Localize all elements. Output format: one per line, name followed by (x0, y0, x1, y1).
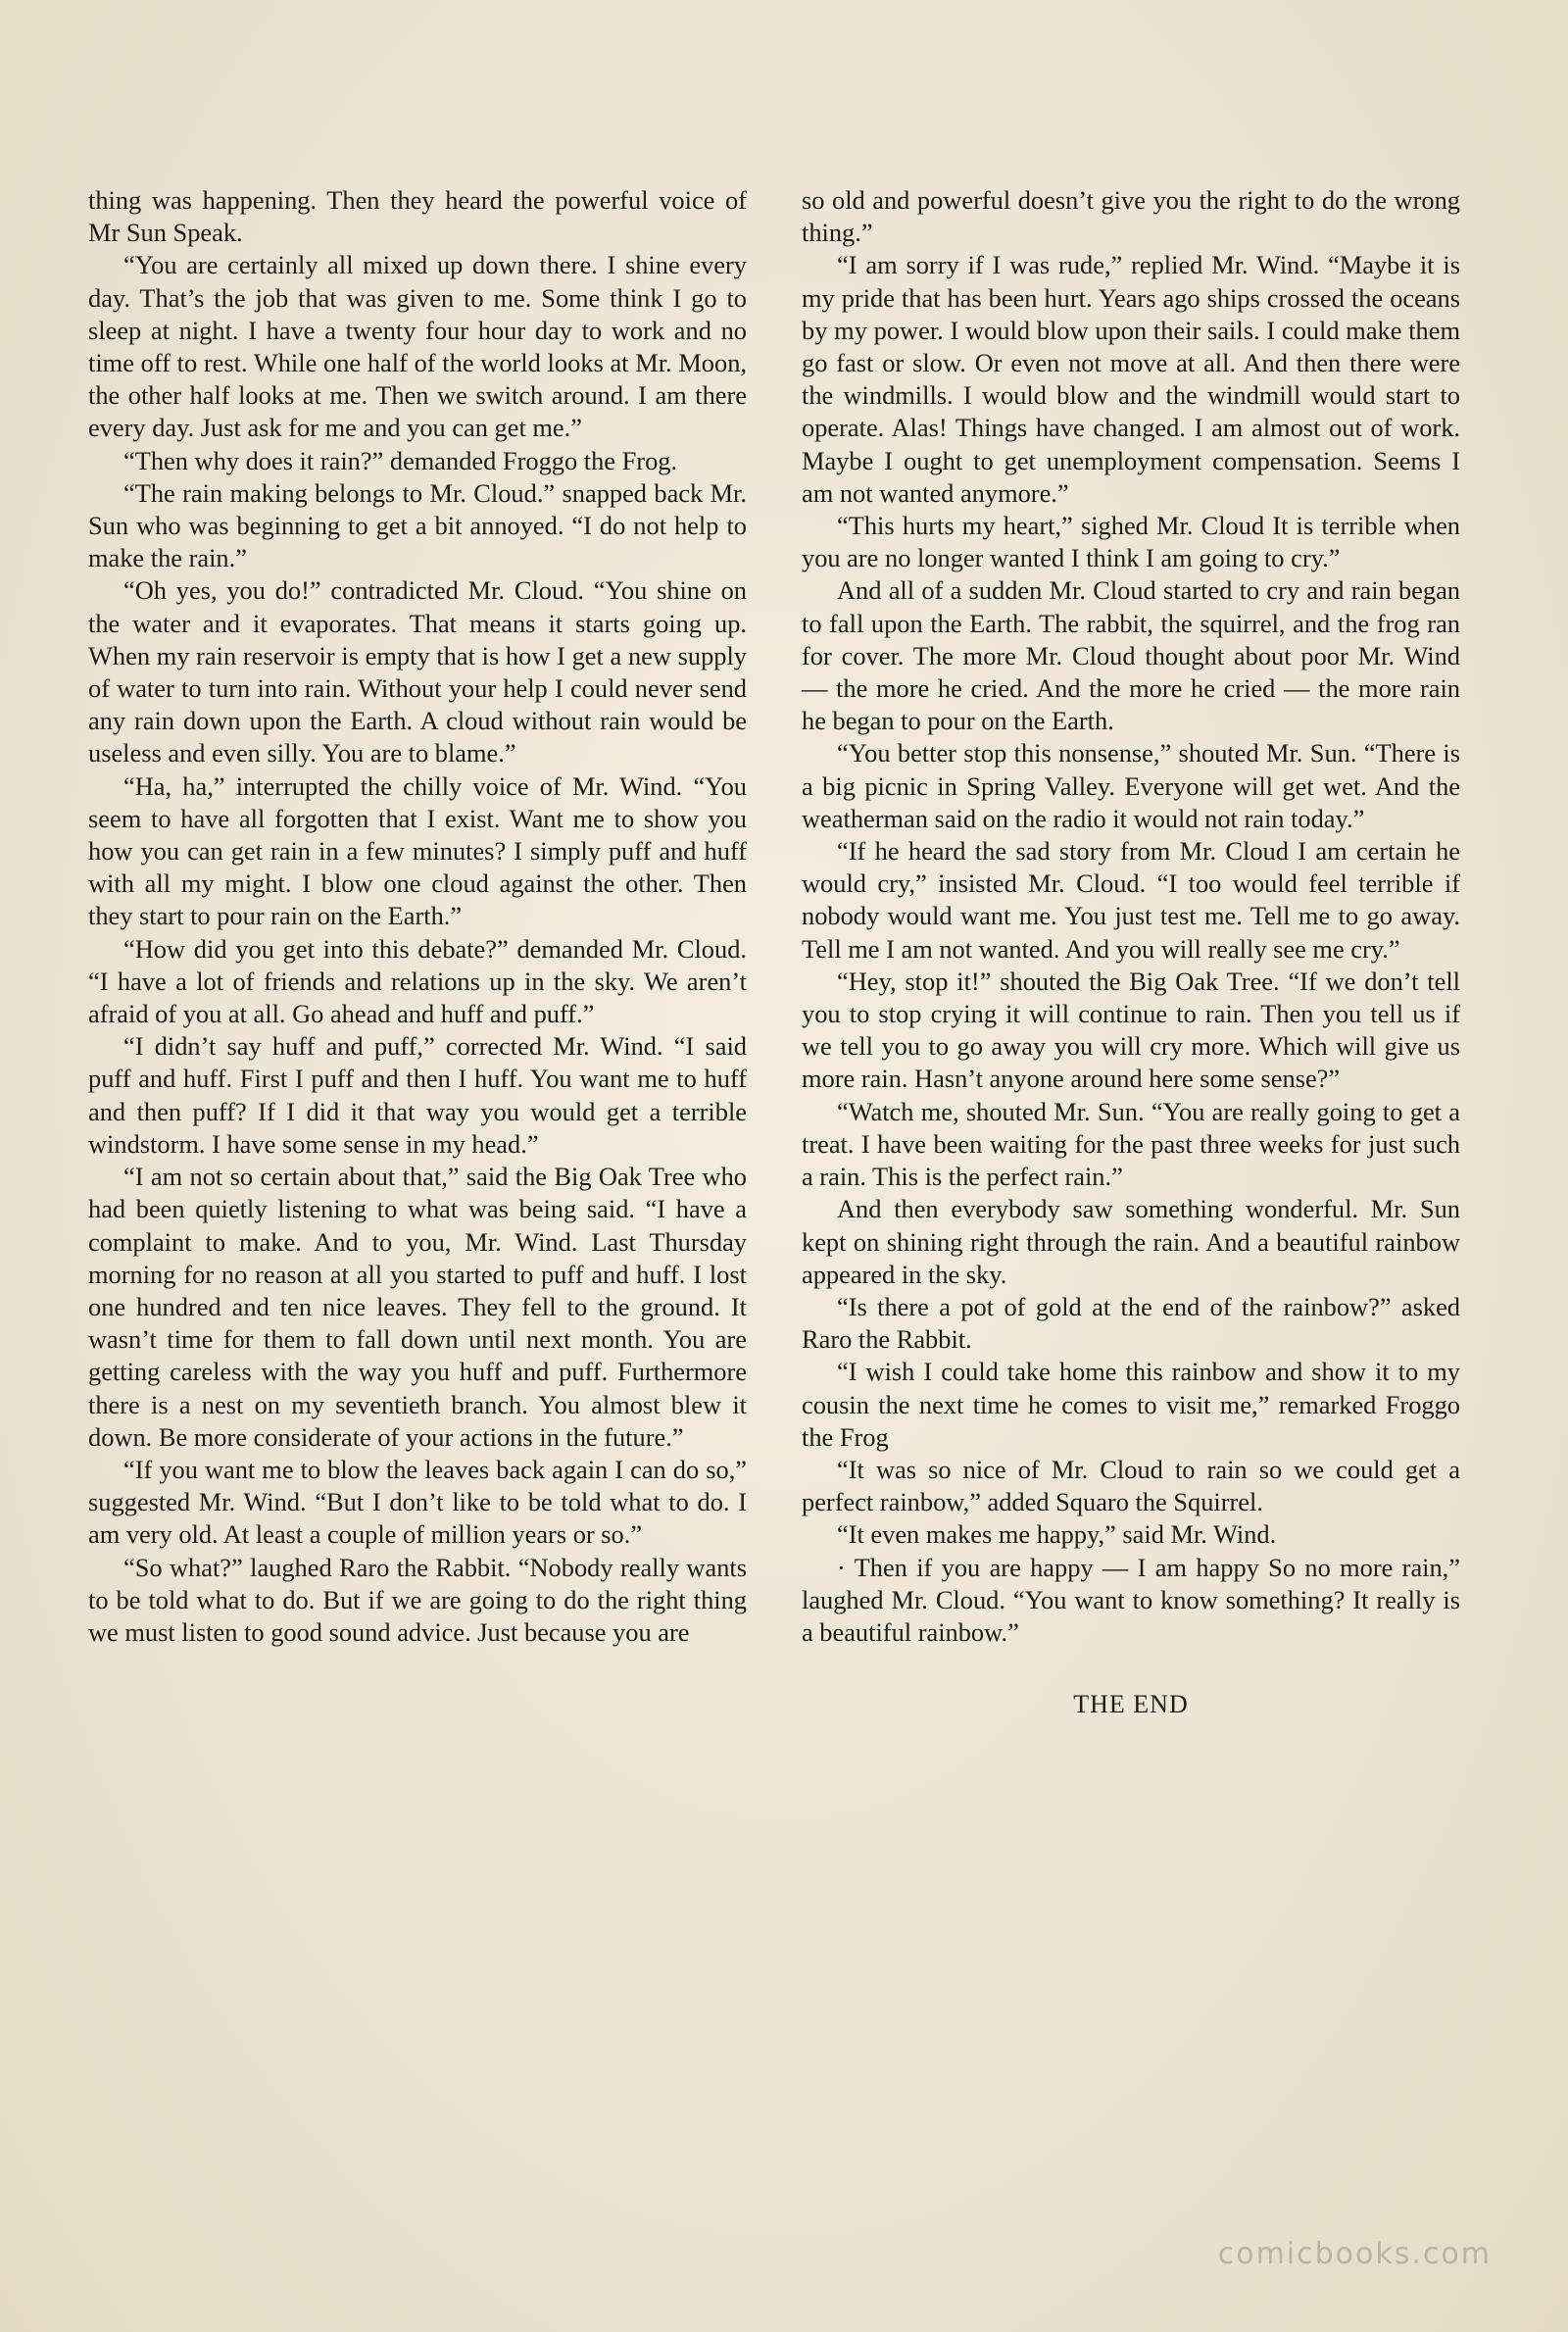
paragraph: “So what?” laughed Raro the Rabbit. “Nobody really wants to be told what to do. But if we are going to do the right thing we must listen to good sound advice. Just because you are (88, 1552, 747, 1647)
paragraph: And all of a sudden Mr. Cloud started to cry and rain began to fall upon the Earth. The rabbit, the squirrel, and the frog ran for cover. The more Mr. Cloud thought about poor Mr. Wind — the more he cried. And the more he cried — the more rain he began to pour on the Earth. (802, 575, 1460, 736)
paragraph: “You better stop this nonsense,” shouted Mr. Sun. “There is a big picnic in Spring Valley. Everyone will get wet. And the weatherman said on the radio it would not rain today.” (802, 738, 1460, 833)
paragraph: And then everybody saw something wonderful. Mr. Sun kept on shining right through the rain. And a beautiful rainbow appeared in the sky. (802, 1194, 1460, 1289)
paragraph: “This hurts my heart,” sighed Mr. Cloud It is terrible when you are no longer wanted I think I am going to cry.” (802, 511, 1460, 573)
paragraph: “I didn’t say huff and puff,” corrected Mr. Wind. “I said puff and huff. First I puff and then I huff. You want me to huff and then puff? If I did it that way you would get a terrible windstorm. I have some sense in my head.” (88, 1031, 747, 1159)
the-end-label: THE END (1073, 1690, 1189, 1719)
paragraph: “Is there a pot of gold at the end of the rainbow?” asked Raro the Rabbit. (802, 1291, 1460, 1355)
paragraph: “I am not so certain about that,” said the Big Oak Tree who had been quietly listening to what was being said. “I have a complaint to make. And to you, Mr. Wind. Last Thursday morning for no reason at all you started to puff and huff. I lost one hundred and ten nice leaves. They fell to the ground. It wasn’t time for them to fall down until next month. You are getting careless with the way you huff and puff. Furthermore there is a nest on my seventieth branch. You almost blew it down. Be more considerate of your actions in the future.” (88, 1162, 747, 1452)
paragraph: “I wish I could take home this rainbow and show it to my cousin the next time he comes to visit me,” remarked Froggo the Frog (802, 1357, 1460, 1452)
paragraph: “If you want me to blow the leaves back again I can do so,” suggested Mr. Wind. “But I don’t like to be told what to do. I am very old. At least a couple of million years or so.” (88, 1454, 747, 1550)
left-text-column (88, 184, 747, 1649)
paragraph: “It even makes me happy,” said Mr. Wind. (837, 1519, 1277, 1550)
paragraph: “Hey, stop it!” shouted the Big Oak Tree. “If we don’t tell you to stop crying it will continue to rain. Then you tell us if we tell you to go away you will cry more. Which will give us more rain. Hasn’t anyone around here some sense?” (802, 966, 1460, 1094)
paragraph: so old and powerful doesn’t give you the right to do the wrong thing.” (802, 185, 1460, 248)
paragraph: “You are certainly all mixed up down there. I shine every day. That’s the job that was given to me. Some think I go to sleep at night. I have a twenty four hour day to work and no time off to rest. While one half of the world looks at Mr. Moon, the other half looks at me. Then we switch around. I am there every day. Just ask for me and you can get me.” (88, 250, 747, 443)
site-watermark: comicbooks.com (1217, 2237, 1492, 2271)
paragraph: “How did you get into this debate?” demanded Mr. Cloud. “I have a lot of friends and relations up in the sky. We aren’t afraid of you at all. Go ahead and huff and puff.” (88, 933, 747, 1029)
paragraph: “It was so nice of Mr. Cloud to rain so we could get a perfect rainbow,” added Squaro the Squirrel. (802, 1454, 1460, 1517)
paragraph: “If he heard the sad story from Mr. Cloud I am certain he would cry,” insisted Mr. Cloud. “I too would feel terrible if nobody would want me. You just test me. Tell me to go away. Tell me I am not wanted. And you will really see me cry.” (802, 836, 1460, 964)
right-text-column (802, 184, 1460, 1720)
paragraph: “Then why does it rain?” demanded Froggo the Frog. (123, 445, 678, 475)
paragraph: “I am sorry if I was rude,” replied Mr. Wind. “Maybe it is my pride that has been hurt. Years ago ships crossed the oceans by my power. I would blow upon their sails. I could make them go fast or slow. Or even not move at all. And then there were the windmills. I would blow and the windmill would start to operate. Alas! Things have changed. I am almost out of work. Maybe I ought to get unemployment compensation. Seems I am not wanted anymore.” (802, 250, 1460, 508)
paragraph: “Ha, ha,” interrupted the chilly voice of Mr. Wind. “You seem to have all forgotten that I exist. Want me to show you how you can get rain in a few minutes? I simply puff and huff with all my might. I blow one cloud against the other. Then they start to pour rain on the Earth.” (88, 770, 747, 931)
paragraph: thing was happening. Then they heard the powerful voice of Mr Sun Speak. (88, 185, 747, 248)
paragraph: · Then if you are happy — I am happy So no more rain,” laughed Mr. Cloud. “You want to know something? It really is a beautiful rainbow.” (802, 1552, 1460, 1647)
paragraph: “Oh yes, you do!” contradicted Mr. Cloud. “You shine on the water and it evaporates. That means it starts going up. When my rain reservoir is empty that is how I get a new supply of water to turn into rain. Without your help I could never send any rain down upon the Earth. A cloud without rain would be useless and even silly. You are to blame.” (88, 575, 747, 769)
paragraph: “Watch me, shouted Mr. Sun. “You are really going to get a treat. I have been waiting for the past three weeks for just such a rain. This is the perfect rain.” (802, 1096, 1460, 1192)
paragraph: “The rain making belongs to Mr. Cloud.” snapped back Mr. Sun who was beginning to get a bit annoyed. “I do not help to make the rain.” (88, 477, 747, 573)
